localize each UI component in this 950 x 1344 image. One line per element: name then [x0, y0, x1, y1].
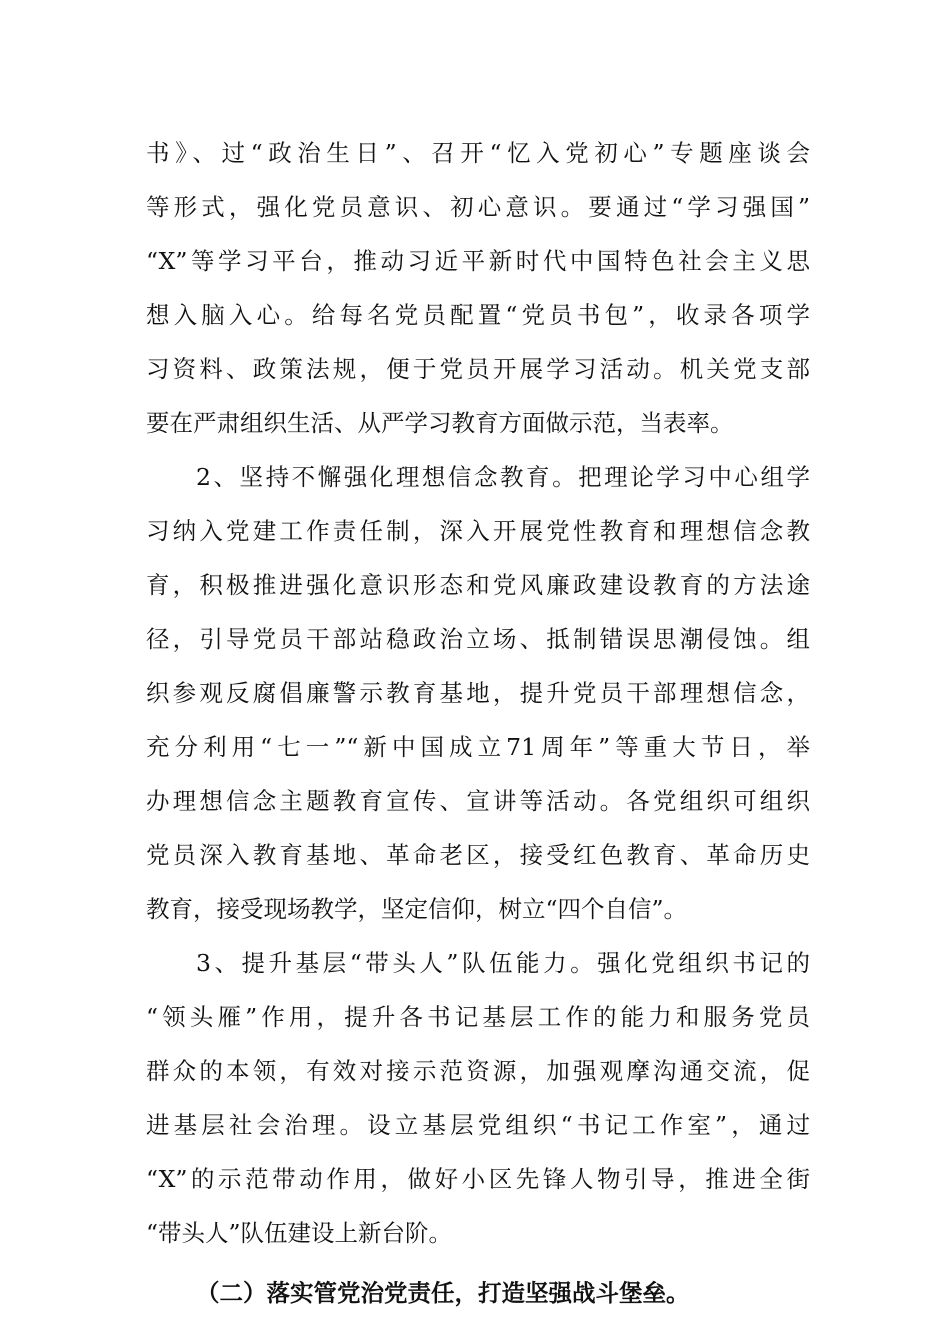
text-line: 2、坚持不懈强化理想信念教育。把理论学习中心组学: [196, 463, 810, 491]
paragraph-leader-team-capacity: [146, 936, 810, 1260]
text-line: 径，引导党员干部站稳政治立场、抵制错误思潮侵蚀。组: [146, 625, 810, 653]
text-line: 3、提升基层“带头人”队伍能力。强化党组织书记的: [196, 949, 810, 977]
paragraph-continuation: [146, 126, 810, 450]
text-line: “X”的示范带动作用，做好小区先锋人物引导，推进全街: [146, 1165, 810, 1193]
text-line: 等形式，强化党员意识、初心意识。要通过“学习强国”: [146, 193, 810, 221]
text-line: 书》、过“政治生日”、召开“忆入党初心”专题座谈会: [146, 139, 810, 167]
text-line: 要在严肃组织生活、从严学习教育方面做示范，当表率。: [146, 409, 734, 437]
section-heading: （二）落实管党治党责任，打造坚强战斗堡垒。: [196, 1279, 690, 1307]
text-line: “X”等学习平台，推动习近平新时代中国特色社会主义思: [146, 247, 810, 275]
text-line: 群众的本领，有效对接示范资源，加强观摩沟通交流，促: [146, 1057, 810, 1085]
text-line: “带头人”队伍建设上新台阶。: [146, 1219, 453, 1247]
text-line: 进基层社会治理。设立基层党组织“书记工作室”，通过: [146, 1111, 810, 1139]
text-line: 教育，接受现场教学，坚定信仰，树立“四个自信”。: [146, 895, 688, 923]
text-line: 办理想信念主题教育宣传、宣讲等活动。各党组织可组织: [146, 787, 810, 815]
text-line: 习资料、政策法规，便于党员开展学习活动。机关党支部: [146, 355, 810, 383]
text-line: 习纳入党建工作责任制，深入开展党性教育和理想信念教: [146, 517, 810, 545]
text-line: 育，积极推进强化意识形态和党风廉政建设教育的方法途: [146, 571, 810, 599]
document-body: [146, 126, 810, 1320]
text-line: 充分利用“七一”“新中国成立71周年”等重大节日，举: [146, 733, 810, 761]
text-line: 党员深入教育基地、革命老区，接受红色教育、革命历史: [146, 841, 810, 869]
text-line: 想入脑入心。给每名党员配置“党员书包”，收录各项学: [146, 301, 810, 329]
paragraph-ideal-belief-education: [146, 450, 810, 936]
text-line: “领头雁”作用，提升各书记基层工作的能力和服务党员: [146, 1003, 810, 1031]
text-line: 织参观反腐倡廉警示教育基地，提升党员干部理想信念，: [146, 679, 810, 707]
